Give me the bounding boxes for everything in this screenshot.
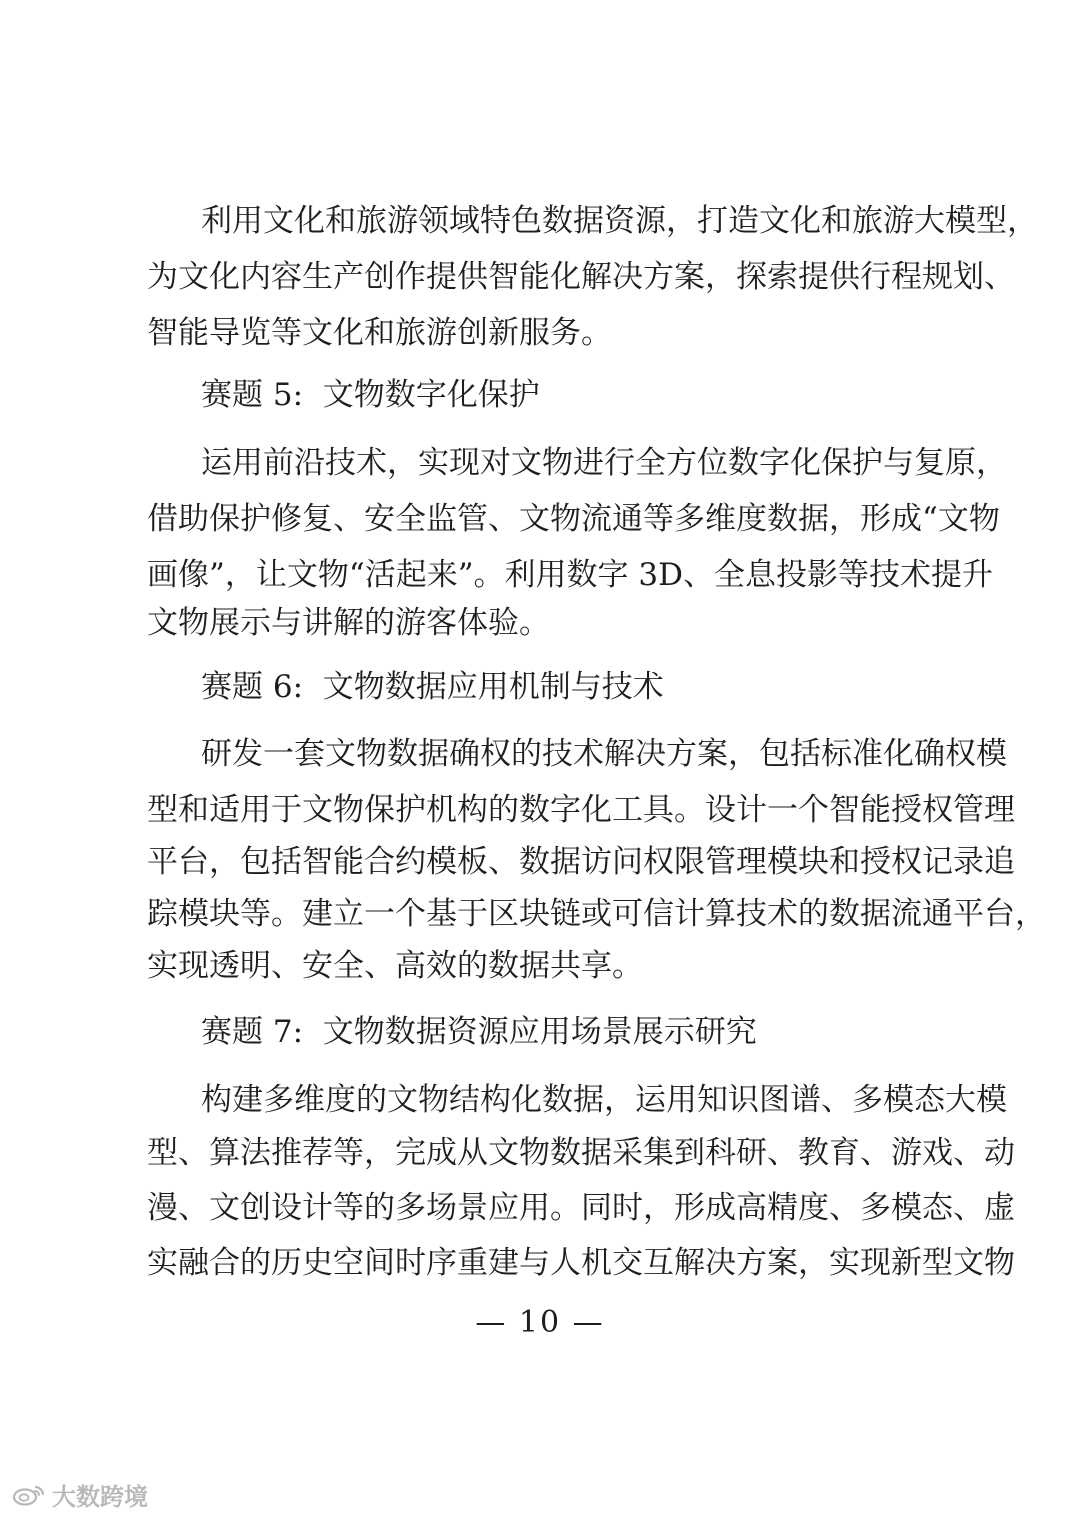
paragraph-line: 为文化内容生产创作提供智能化解决方案，探索提供行程规划、 [147, 259, 1015, 295]
paragraph-line: 画像”，让文物“活起来”。利用数字 3D、全息投影等技术提升 [147, 557, 993, 593]
paragraph-line: 型、算法推荐等，完成从文物数据采集到科研、教育、游戏、动 [147, 1135, 1015, 1171]
paragraph-line: 构建多维度的文物结构化数据，运用知识图谱、多模态大模 [201, 1082, 1007, 1118]
watermark-text: 大数跨境 [52, 1482, 148, 1511]
paragraph-line: 型和适用于文物保护机构的数字化工具。设计一个智能授权管理 [147, 792, 1015, 828]
paragraph-line: 漫、文创设计等的多场景应用。同时，形成高精度、多模态、虚 [147, 1190, 1015, 1226]
paragraph-line: 文物展示与讲解的游客体验。 [147, 605, 550, 641]
section-heading: 赛题 5: 文物数字化保护 [201, 377, 540, 413]
paragraph-line: 智能导览等文化和旅游创新服务。 [147, 315, 612, 351]
paragraph-line: 借助保护修复、安全监管、文物流通等多维度数据，形成“文物 [147, 501, 1000, 537]
paragraph-line: 踪模块等。建立一个基于区块链或可信计算技术的数据流通平台， [147, 896, 1046, 932]
paragraph-line: 实现透明、安全、高效的数据共享。 [147, 948, 643, 984]
paragraph-line: 实融合的历史空间时序重建与人机交互解决方案，实现新型文物 [147, 1245, 1015, 1281]
section-heading: 赛题 7: 文物数据资源应用场景展示研究 [201, 1014, 757, 1050]
page-number: — 10 — [475, 1305, 605, 1340]
paragraph-line: 研发一套文物数据确权的技术解决方案，包括标准化确权模 [201, 736, 1007, 772]
paragraph-line: 运用前沿技术，实现对文物进行全方位数字化保护与复原， [201, 445, 1007, 481]
paragraph-line: 利用文化和旅游领域特色数据资源，打造文化和旅游大模型， [201, 203, 1038, 239]
section-heading: 赛题 6: 文物数据应用机制与技术 [201, 669, 664, 705]
weibo-logo-icon [12, 1482, 46, 1506]
paragraph-line: 平台，包括智能合约模板、数据访问权限管理模块和授权记录追 [147, 844, 1015, 880]
watermark [12, 1472, 148, 1516]
